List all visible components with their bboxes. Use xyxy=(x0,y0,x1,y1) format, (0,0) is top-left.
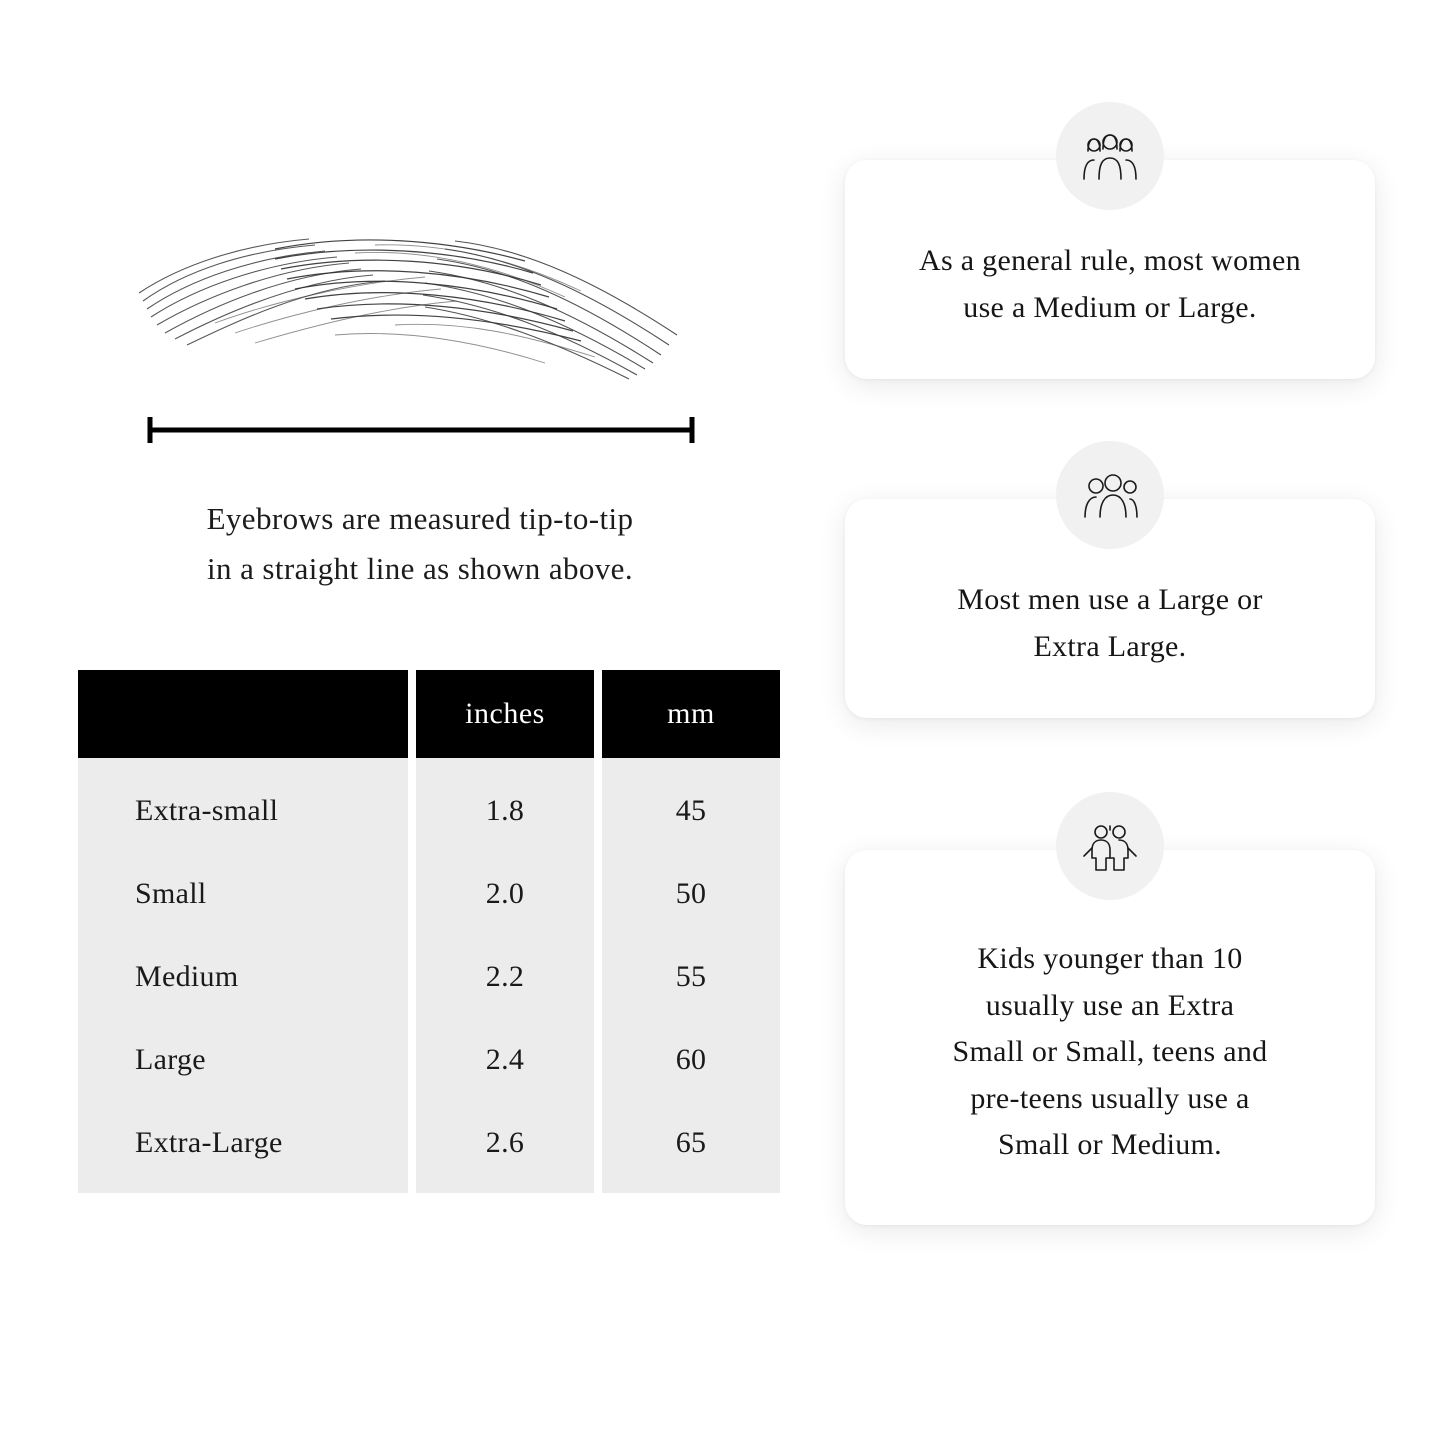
cell-inches: 1.8 xyxy=(416,758,594,852)
table-row xyxy=(78,935,780,1018)
note-card-women xyxy=(845,160,1375,379)
cell-mm: 55 xyxy=(602,935,780,1018)
table-header-row xyxy=(78,670,780,758)
cell-mm: 50 xyxy=(602,852,780,935)
kids-icon-glyph xyxy=(1081,818,1139,874)
cell-size: Extra-small xyxy=(78,758,408,852)
women-group-icon xyxy=(1056,102,1164,210)
cell-inches: 2.2 xyxy=(416,935,594,1018)
cell-size: Medium xyxy=(78,935,408,1018)
note-card-men xyxy=(845,499,1375,718)
note-line: Small or Medium. xyxy=(998,1128,1222,1161)
note-text-men xyxy=(883,577,1337,670)
table-row xyxy=(78,758,780,852)
cell-inches: 2.0 xyxy=(416,852,594,935)
column-header-inches: inches xyxy=(416,670,594,758)
cell-mm: 45 xyxy=(602,758,780,852)
note-line: Most men use a Large or xyxy=(957,583,1263,616)
right-column xyxy=(845,160,1375,1225)
cell-inches: 2.4 xyxy=(416,1018,594,1101)
women-group-icon-glyph xyxy=(1079,129,1141,183)
note-line: Extra Large. xyxy=(1033,629,1187,663)
table-row xyxy=(78,1018,780,1101)
note-line: Kids younger than 10 xyxy=(977,942,1243,975)
cell-size: Small xyxy=(78,852,408,935)
note-line: use a Medium or Large. xyxy=(963,290,1257,324)
table-row xyxy=(78,1101,780,1193)
note-line: Small or Small, teens and xyxy=(952,1035,1268,1068)
note-text-women xyxy=(883,238,1337,331)
figure-caption-line1: Eyebrows are measured tip-to-tip xyxy=(206,501,634,536)
figure-caption xyxy=(70,494,770,594)
men-group-icon-glyph xyxy=(1079,469,1141,521)
table-row xyxy=(78,852,780,935)
note-line: usually use an Extra xyxy=(985,988,1235,1022)
eyebrow-illustration xyxy=(125,205,725,405)
column-header-mm: mm xyxy=(602,670,780,758)
cell-size: Extra-Large xyxy=(78,1101,408,1193)
note-line: pre-teens usually use a xyxy=(970,1081,1250,1115)
eyebrow-figure xyxy=(70,150,770,480)
cell-inches: 2.6 xyxy=(416,1101,594,1193)
note-line: As a general rule, most women xyxy=(919,244,1301,277)
cell-mm: 65 xyxy=(602,1101,780,1193)
size-chart-table xyxy=(70,670,788,1193)
cell-mm: 60 xyxy=(602,1018,780,1101)
column-header-size xyxy=(78,670,408,758)
kids-icon xyxy=(1056,792,1164,900)
note-card-kids xyxy=(845,850,1375,1225)
tip-to-tip-measure-bar xyxy=(145,415,697,445)
men-group-icon xyxy=(1056,441,1164,549)
cell-size: Large xyxy=(78,1018,408,1101)
note-text-kids xyxy=(883,936,1337,1169)
figure-caption-line2: in a straight line as shown above. xyxy=(207,551,633,587)
left-column xyxy=(70,150,770,1193)
